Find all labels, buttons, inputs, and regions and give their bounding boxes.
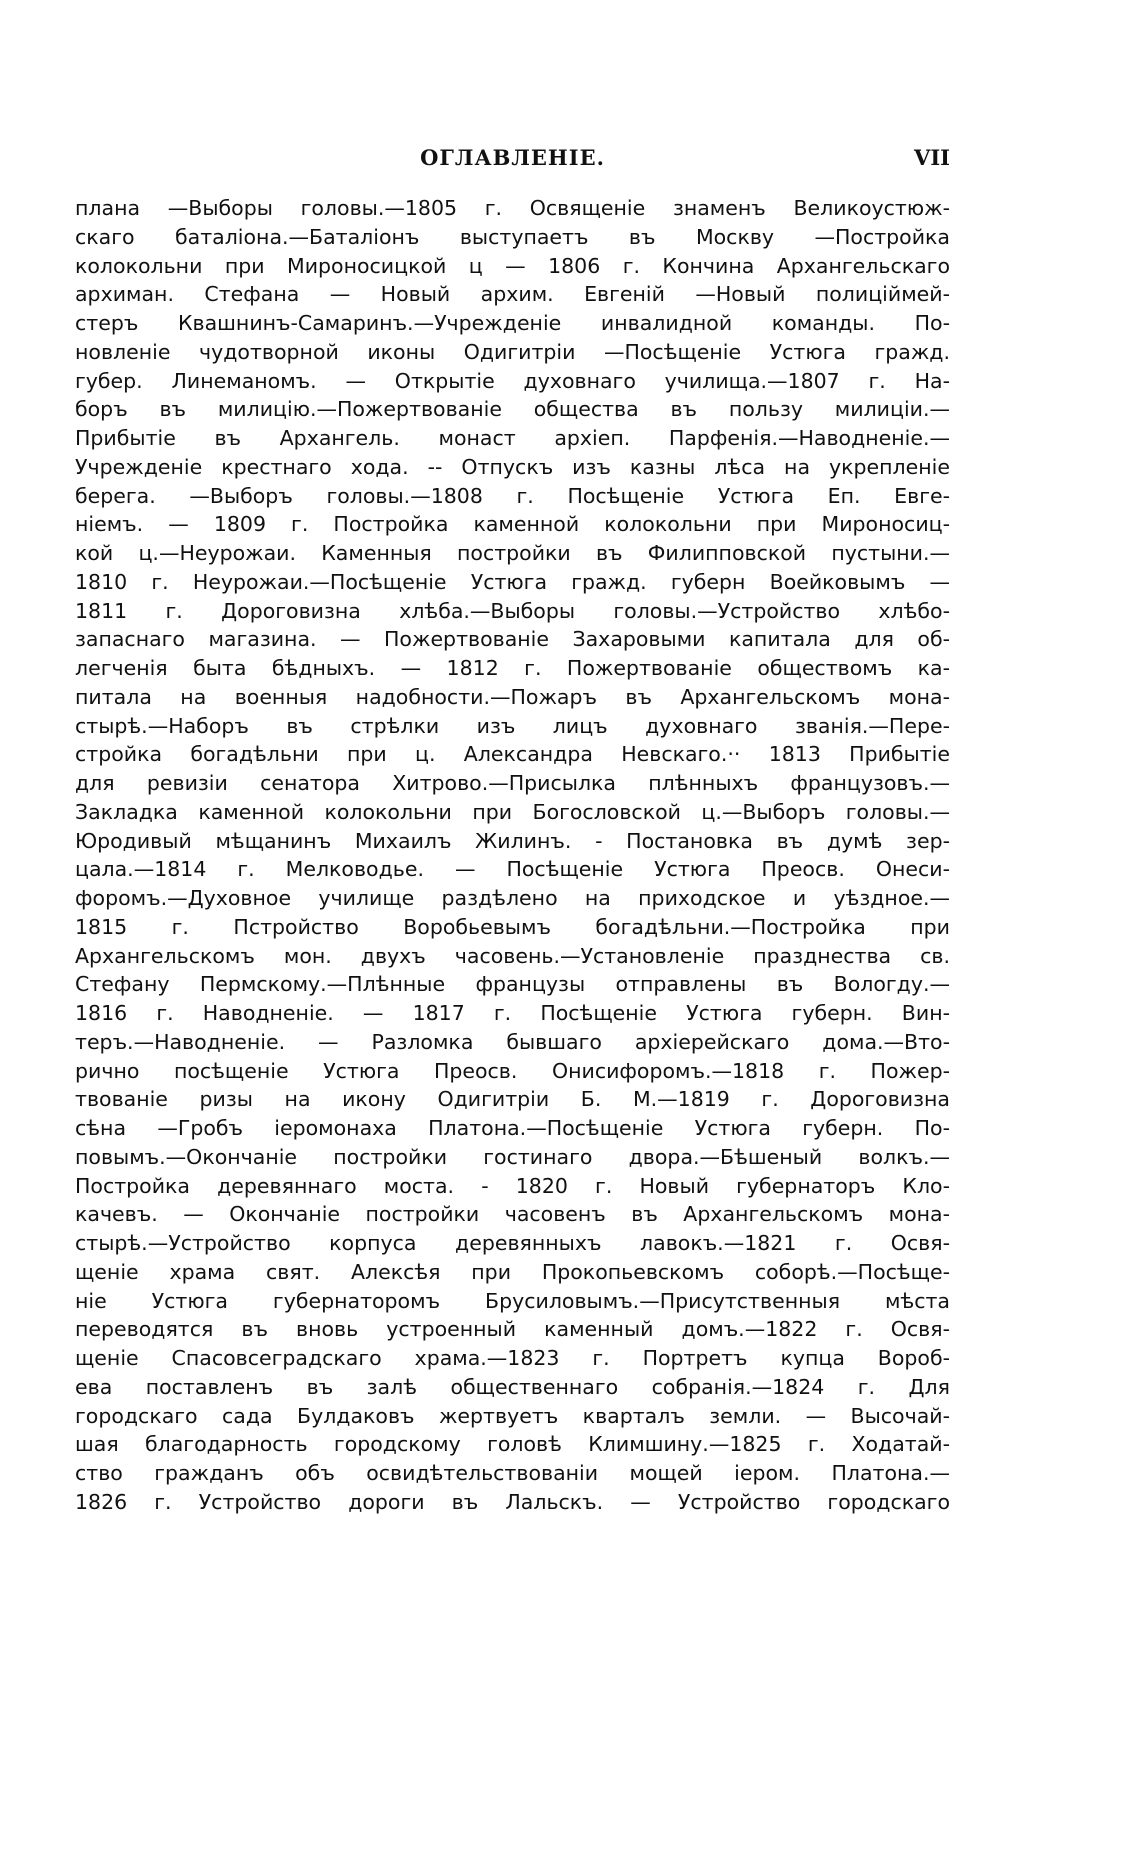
text-line: щеніе Спасовсеградскаго храма.—1823 г. Портретъ купца Вороб- xyxy=(75,1346,950,1370)
text-line: 1810 г. Неурожаи.—Посѣщеніе Устюга гражд. губерн Воейковымъ — xyxy=(75,569,950,594)
text-line: Архангельскомъ мон. двухъ часовень.—Установленіе празднества св. xyxy=(75,943,950,968)
text-line: губер. Линеманомъ. — Открытіе духовнаго училища.—1807 г. На- xyxy=(75,368,950,393)
text-line: цала.—1814 г. Мелководье. — Посѣщеніе Устюга Преосв. Онеси- xyxy=(75,857,950,882)
text-line: Учрежденіе крестнаго хода. -- Отпускъ изъ казны лѣса на укрепленіе xyxy=(75,454,950,479)
text-line: 1815 г. Пстройство Воробьевымъ богадѣльни.—Постройка при xyxy=(75,914,950,939)
text-line: 1826 г. Устройство дороги въ Лальскъ. — Устройство городскаго xyxy=(75,1489,950,1514)
text-line: запаснаго магазина. — Пожертвованіе Захаровыми капитала для об- xyxy=(75,627,950,652)
text-line: Юродивый мѣщанинъ Михаилъ Жилинъ. - Постановка въ думѣ зер- xyxy=(75,828,950,853)
text-line: переводятся въ вновь устроенный каменный домъ.—1822 г. Освя- xyxy=(75,1317,950,1342)
text-line: кой ц.—Неурожаи. Каменныя постройки въ Филипповской пустыни.— xyxy=(75,541,950,565)
text-line: стеръ Квашнинъ-Самаринъ.—Учрежденіе инвалидной команды. По- xyxy=(75,311,950,335)
text-line: твованіе ризы на икону Одигитріи Б. М.—1819 г. Дороговизна xyxy=(75,1087,950,1112)
page-number: VII xyxy=(914,145,950,170)
page-title: ОГЛАВЛЕНІЕ. xyxy=(420,145,605,170)
text-line: боръ въ милицію.—Пожертвованіе общества въ пользу милиціи.— xyxy=(75,397,950,422)
text-line: Закладка каменной колокольни при Богословской ц.—Выборъ головы.— xyxy=(75,799,950,824)
text-line: 1811 г. Дороговизна хлѣба.—Выборы головы.—Устройство хлѣбо- xyxy=(75,598,950,623)
text-line: питала на военныя надобности.—Пожаръ въ Архангельскомъ мона- xyxy=(75,684,950,709)
text-line: новленіе чудотворной иконы Одигитріи —Посѣщеніе Устюга гражд. xyxy=(75,339,950,364)
text-line: легченія быта бѣдныхъ. — 1812 г. Пожертвованіе обществомъ ка- xyxy=(75,656,950,680)
text-line: для ревизіи сенатора Хитрово.—Присылка плѣнныхъ французовъ.— xyxy=(75,771,950,795)
text-line: 1816 г. Наводненіе. — 1817 г. Посѣщеніе Устюга губерн. Вин- xyxy=(75,1001,950,1025)
text-line: ство гражданъ объ освидѣтельствованіи мощей іером. Платона.— xyxy=(75,1461,950,1485)
text-line: щеніе храма свят. Алексѣя при Прокопьевскомъ соборѣ.—Посѣще- xyxy=(75,1259,950,1284)
text-line: Стефану Пермскому.—Плѣнные французы отправлены въ Вологду.— xyxy=(75,972,950,997)
text-line: стырѣ.—Наборъ въ стрѣлки изъ лицъ духовнаго званія.—Пере- xyxy=(75,713,950,738)
text-line: колокольни при Мироносицкой ц — 1806 г. Кончина Архангельскаго xyxy=(75,253,950,278)
text-line: качевъ. — Окончаніе постройки часовенъ въ Архангельскомъ мона- xyxy=(75,1202,950,1227)
running-head xyxy=(75,140,950,176)
text-line: теръ.—Наводненіе. — Разломка бывшаго архіерейскаго дома.—Вто- xyxy=(75,1029,950,1054)
table-of-contents-text xyxy=(75,194,950,1517)
text-line: городскаго сада Булдаковъ жертвуетъ кварталъ земли. — Высочай- xyxy=(75,1403,950,1428)
text-line: рично посѣщеніе Устюга Преосв. Онисифоромъ.—1818 г. Пожер- xyxy=(75,1058,950,1083)
text-line: сѣна —Гробъ іеромонаха Платона.—Посѣщеніе Устюга губерн. По- xyxy=(75,1116,950,1140)
text-line: ніе Устюга губернаторомъ Брусиловымъ.—Присутственныя мѣста xyxy=(75,1288,950,1313)
text-line: Прибытіе въ Архангель. монаст архіеп. Парфенія.—Наводненіе.— xyxy=(75,426,950,450)
text-line: Постройка деревяннаго моста. - 1820 г. Новый губернаторъ Кло- xyxy=(75,1173,950,1198)
text-line: ева поставленъ въ залѣ общественнаго собранія.—1824 г. Для xyxy=(75,1374,950,1399)
text-line: стройка богадѣльни при ц. Александра Невскаго.·· 1813 Прибытіе xyxy=(75,742,950,767)
text-line: ніемъ. — 1809 г. Постройка каменной колокольни при Мироносиц- xyxy=(75,512,950,537)
text-line: скаго баталіона.—Баталіонъ выступаетъ въ Москву —Постройка xyxy=(75,224,950,249)
text-line: форомъ.—Духовное училище раздѣлено на приходское и уѣздное.— xyxy=(75,886,950,910)
text-line: архиман. Стефана — Новый архим. Евгеній —Новый полиціймей- xyxy=(75,282,950,307)
text-line: стырѣ.—Устройство корпуса деревянныхъ лавокъ.—1821 г. Освя- xyxy=(75,1231,950,1255)
text-line: берега. —Выборъ головы.—1808 г. Посѣщеніе Устюга Еп. Евге- xyxy=(75,483,950,508)
text-line: плана —Выборы головы.—1805 г. Освященіе знаменъ Великоустюж- xyxy=(75,196,950,220)
text-line: шая благодарность городскому головѣ Климшину.—1825 г. Ходатай- xyxy=(75,1432,950,1457)
text-line: повымъ.—Окончаніе постройки гостинаго двора.—Бѣшеный волкъ.— xyxy=(75,1144,950,1169)
